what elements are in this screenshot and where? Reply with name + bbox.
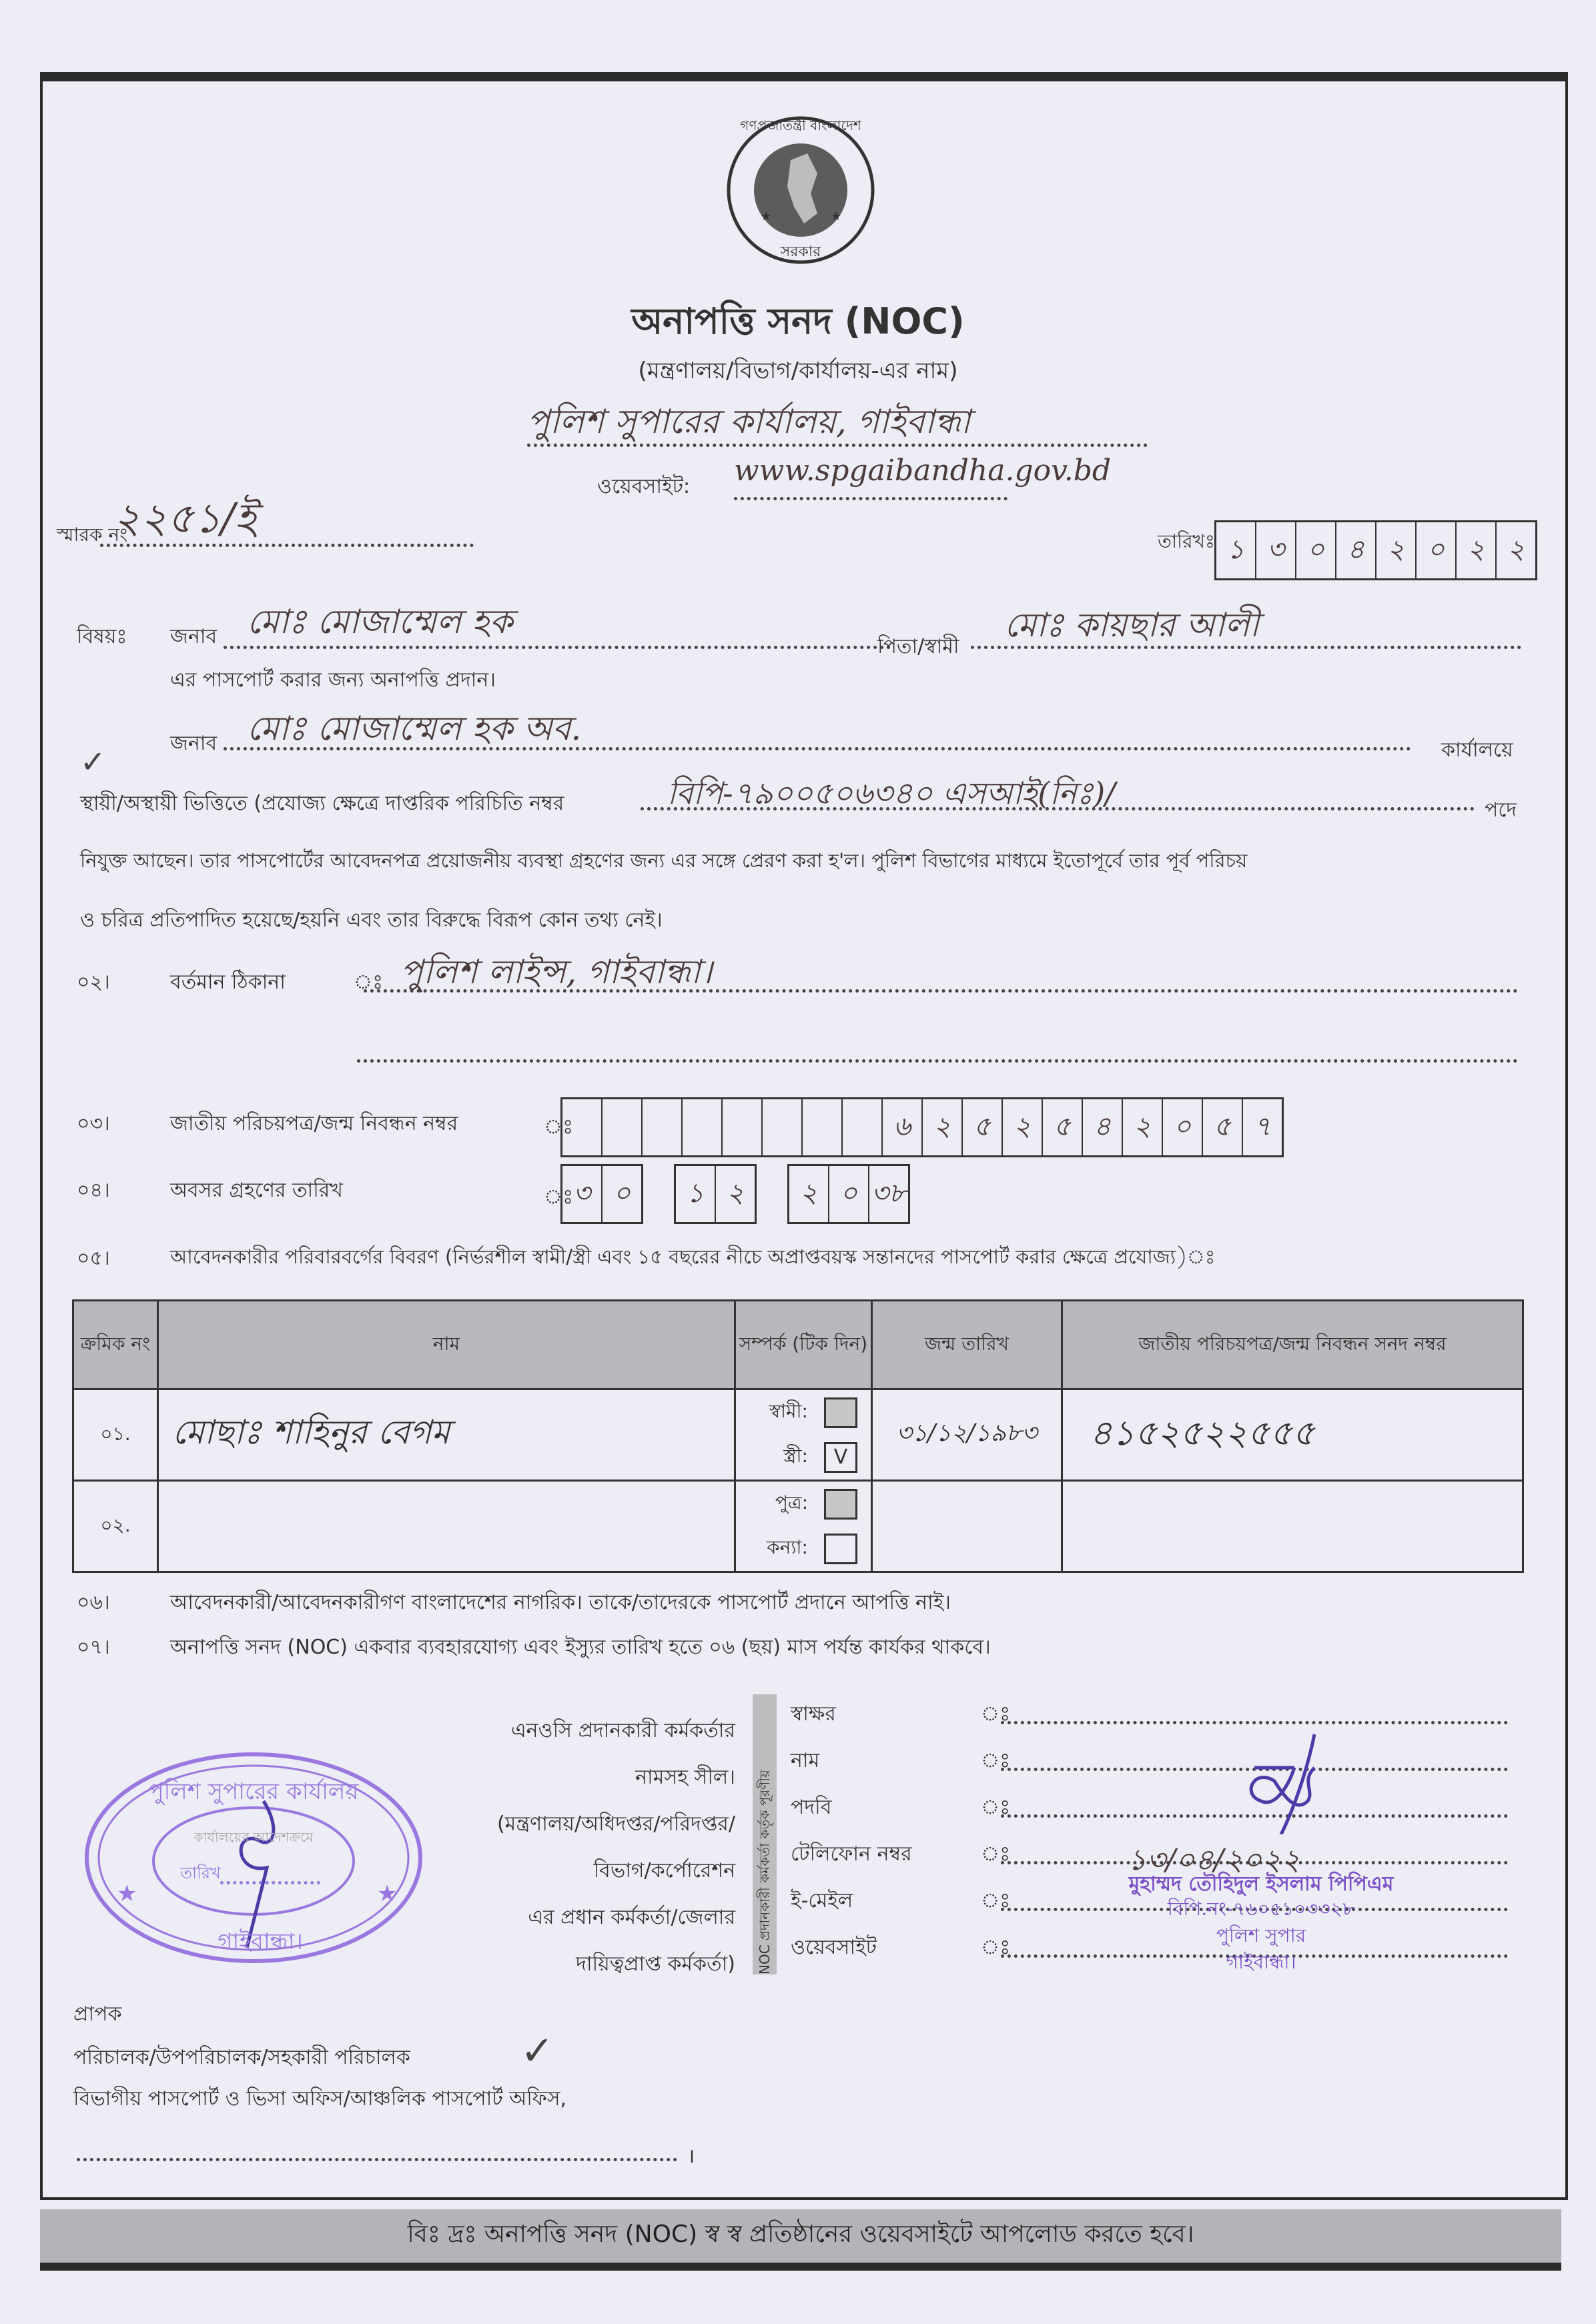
stamp-bp-number: বিপি.নং-৭৬০৫১০৩৩২৮ (1167, 1898, 1355, 1920)
officer-signature (1214, 1728, 1348, 1837)
seal-date-label: তারিখ (180, 1864, 221, 1882)
date-boxes (1214, 520, 1537, 580)
official-id: বিপি-৭৯০০৫০৬৩৪০ এসআই(নিঃ)/ (667, 775, 1116, 811)
svg-text:★: ★ (761, 209, 772, 223)
digit-box[interactable]: ৫ (963, 1099, 1003, 1155)
digit-box[interactable]: ৫ (1203, 1099, 1243, 1155)
header-nid: জাতীয় পরিচয়পত্র/জন্ম নিবন্ধন সনদ নম্বর (1062, 1301, 1523, 1389)
item-06-label: আবেদনকারী/আবেদনকারীগণ বাংলাদেশের নাগরিক। তাকে/তাদেরকে পাসপোর্ট প্রদানে আপত্তি নাই। (170, 1591, 951, 1614)
officer-field-label: স্বাক্ষর (791, 1702, 836, 1726)
vertical-band-text: NOC প্রদানকারী কর্মকর্তা কর্তৃক পূরণীয় (757, 1770, 773, 1974)
row-serial: ০২. (73, 1481, 158, 1572)
seal-bottom-text: গাইবান্ধা। (218, 1928, 303, 1955)
digit-box[interactable]: ৫ (1043, 1099, 1083, 1155)
office-name-underline (527, 444, 1148, 447)
date-label: তারিখঃ (1158, 530, 1215, 552)
office-name: পুলিশ সুপারের কার্যালয়, গাইবান্ধা (527, 402, 971, 441)
digit-box[interactable] (723, 1099, 763, 1155)
svg-text:★: ★ (117, 1880, 137, 1907)
officer-vertical-band (753, 1694, 777, 1974)
officer-field-colon: ঃ (981, 1749, 1011, 1772)
relation-option[interactable] (736, 1435, 871, 1480)
stamp-designation: পুলিশ সুপার (1216, 1924, 1306, 1946)
row-dob: ৩১/১২/১৯৮৩ (872, 1389, 1062, 1481)
officer-field-label: ওয়েবসাইট (791, 1936, 877, 1959)
digit-box[interactable]: ১ (1216, 522, 1256, 578)
relation-label: স্ত্রী: (783, 1445, 808, 1467)
post-suffix: পদে (1485, 798, 1517, 822)
recipient-line1: পরিচালক/উপপরিচালক/সহকারী পরিচালক (73, 2046, 410, 2069)
digit-box[interactable]: ২ (923, 1099, 963, 1155)
website-label: ওয়েবসাইট: (597, 475, 691, 498)
officer-block-line: এনওসি প্রদানকারী কর্মকর্তার (510, 1719, 735, 1742)
stamp-name: মুহাম্মদ তৌহিদুল ইসলাম পিপিএম (1128, 1872, 1394, 1896)
relation-option[interactable] (736, 1482, 871, 1526)
present-address: পুলিশ লাইন্স, গাইবান্ধা। (400, 953, 713, 991)
seal-inner-text: কার্যালয়ের আদেশক্রমে (193, 1829, 314, 1845)
retire-year-boxes (787, 1164, 910, 1224)
body-mr-label: জনাব (170, 732, 218, 755)
retire-day-boxes (560, 1164, 643, 1224)
father-label: পিতা/স্বামী (877, 635, 959, 658)
website-underline (734, 497, 1008, 500)
body-applicant-name: মোঃ মোজাম্মেল হক অব. (247, 709, 582, 748)
item-07-label: অনাপত্তি সনদ (NOC) একবার ব্যবহারযোগ্য এবং ইস্যুর তারিখ হতে ০৬ (ছয়) মাস পর্যন্ত কার্যকর থাকবে। (170, 1636, 991, 1659)
website-value: www.spgaibandha.gov.bd (734, 454, 1112, 488)
digit-box[interactable] (803, 1099, 843, 1155)
officer-field-label: নাম (791, 1749, 820, 1772)
digit-box[interactable]: ১ (676, 1166, 716, 1222)
relation-checkbox-checked[interactable]: V (824, 1442, 857, 1473)
digit-box[interactable] (843, 1099, 883, 1155)
officer-block-line: বিভাগ/কর্পোরেশন (593, 1859, 735, 1882)
retire-month-boxes (674, 1164, 757, 1224)
officer-block-line: এর প্রধান কর্মকর্তা/জেলার (528, 1906, 735, 1929)
header-serial: ক্রমিক নং (73, 1301, 158, 1389)
applicant-name: মোঃ মোজাম্মেল হক (247, 602, 513, 641)
relation-option[interactable] (736, 1390, 871, 1435)
officer-field-label: পদবি (791, 1796, 832, 1819)
digit-box[interactable]: ৩ (562, 1166, 603, 1222)
address-underline-2 (357, 1059, 1518, 1063)
digit-box[interactable]: ০ (613, 1177, 631, 1209)
item-03-number: ০৩। (77, 1112, 110, 1135)
basis-text: স্থায়ী/অস্থায়ী ভিত্তিতে (প্রযোজ্য ক্ষেত্রে দাপ্তরিক পরিচিতি নম্বর (80, 792, 564, 815)
digit-box[interactable]: ৩ (1256, 522, 1296, 578)
officer-field-colon: ঃ (981, 1702, 1011, 1726)
digit-box[interactable] (763, 1099, 803, 1155)
row-relation (735, 1481, 872, 1572)
subject-mr-label: জনাব (170, 625, 218, 648)
digit-box[interactable]: ০ (1417, 522, 1457, 578)
table-row (73, 1389, 1523, 1481)
nid-boxes (560, 1097, 1284, 1157)
header-dob: জন্ম তারিখ (872, 1301, 1062, 1389)
officer-field-colon: ঃ (981, 1842, 1011, 1866)
officer-field-label: টেলিফোন নম্বর (791, 1842, 912, 1866)
office-suffix: কার্যালয়ে (1441, 738, 1513, 762)
header-name: নাম (158, 1301, 735, 1389)
row-name[interactable] (158, 1481, 735, 1572)
recipient-line2: বিভাগীয় পাসপোর্ট ও ভিসা অফিস/আঞ্চলিক পাসপোর্ট অফিস, (73, 2087, 567, 2111)
check-mark-icon: ✓ (80, 744, 106, 780)
recipient-check-mark-icon: ✓ (520, 2028, 554, 2075)
office-seal (80, 1748, 427, 1968)
digit-box[interactable]: ২ (726, 1177, 744, 1209)
digit-box[interactable]: ২ (1003, 1099, 1043, 1155)
officer-block-line: (মন্ত্রণালয়/অধিদপ্তর/পরিদপ্তর/ (496, 1812, 735, 1836)
seal-date-underline (220, 1881, 320, 1884)
digit-box[interactable]: ০ (829, 1166, 869, 1222)
digit-box[interactable]: ০ (1163, 1099, 1203, 1155)
official-id-underline (641, 807, 1475, 810)
digit-box[interactable]: ২ (1507, 534, 1525, 565)
sign-date: ১৩/০৪/২০২২ (1128, 1843, 1300, 1877)
svg-text:★: ★ (377, 1880, 398, 1907)
digit-box[interactable]: ৬ (883, 1099, 923, 1155)
row-nid[interactable] (1062, 1481, 1523, 1572)
recipient-end-mark: । (687, 2145, 695, 2168)
memo-label: স্মারক নং (57, 524, 128, 546)
header-relation: সম্পর্ক (টিক দিন) (735, 1301, 872, 1389)
row-name: মোছাঃ শাহিনুর বেগম (158, 1389, 735, 1481)
father-name: মোঃ কায়ছার আলী (1004, 606, 1260, 644)
item-02-number: ০২। (77, 971, 110, 994)
digit-box[interactable]: ৪ (1083, 1099, 1123, 1155)
item-04-colon: ঃ (544, 1185, 574, 1209)
relation-checkbox[interactable] (824, 1397, 857, 1428)
officer-field-input[interactable] (1001, 1721, 1508, 1724)
family-table-header (73, 1301, 1523, 1389)
recipient-label: প্রাপক (73, 2002, 122, 2026)
table-row (73, 1481, 1523, 1572)
row-nid: ৪১৫২৫২২৫৫৫ (1062, 1389, 1523, 1481)
emblem-bottom-text: সরকার (780, 243, 821, 260)
stamp-district: গাইবান্ধা। (1226, 1951, 1296, 1973)
digit-box[interactable]: ০ (1296, 522, 1336, 578)
item-03-colon: ঃ (544, 1115, 574, 1139)
government-emblem (724, 113, 877, 267)
officer-field-colon: ঃ (981, 1936, 1011, 1959)
row-serial: ০১. (73, 1389, 158, 1481)
officer-block-line: দায়িত্বপ্রাপ্ত কর্মকর্তা) (576, 1952, 735, 1976)
relation-checkbox[interactable] (824, 1489, 857, 1520)
recipient-underline (77, 2158, 677, 2161)
digit-box[interactable] (643, 1099, 683, 1155)
item-04-number: ০৪। (77, 1179, 110, 1202)
row-relation (735, 1389, 872, 1481)
digit-box[interactable]: ৪ (1336, 522, 1376, 578)
page-title: অনাপত্তি সনদ (NOC) (631, 300, 965, 342)
svg-text:★: ★ (831, 209, 842, 223)
item-03-label: জাতীয় পরিচয়পত্র/জন্ম নিবন্ধন নম্বর (170, 1112, 458, 1135)
footer-note-banner (40, 2209, 1561, 2271)
body-paragraph-line1: নিযুক্ত আছেন। তার পাসপোর্টের আবেদনপত্র প্রয়োজনীয় ব্যবস্থা গ্রহণের জন্য এর সঙ্গে প্রেরণ করা হ'ল। পুলিশ বিভাগের মাধ্যমে ইতোপূর্বে তার পূর্ব পরিচয় (80, 849, 1248, 872)
digit-box[interactable] (562, 1099, 603, 1155)
item-04-label: অবসর গ্রহণের তারিখ (170, 1179, 343, 1202)
relation-label: কন্যা: (767, 1536, 808, 1558)
relation-label: পুত্র: (775, 1492, 808, 1514)
subject-purpose: এর পাসপোর্ট করার জন্য অনাপত্তি প্রদান। (170, 668, 496, 692)
memo-number: ২২৫১/ই (113, 494, 257, 542)
relation-option[interactable] (736, 1526, 871, 1571)
digit-box[interactable] (683, 1099, 723, 1155)
digit-box[interactable]: ২ (1123, 1099, 1163, 1155)
seal-top-text: পুলিশ সুপারের কার্যালয় (148, 1778, 359, 1805)
footer-note: বিঃ দ্রঃ অনাপত্তি সনদ (NOC) স্ব স্ব প্রতিষ্ঠানের ওয়েবসাইটে আপলোড করতে হবে। (407, 2221, 1194, 2248)
digit-box[interactable]: ২ (1457, 522, 1497, 578)
relation-checkbox[interactable] (824, 1534, 857, 1564)
father-underline (971, 646, 1521, 649)
item-07-number: ০৭। (77, 1636, 110, 1659)
digit-box[interactable]: ২ (1376, 522, 1417, 578)
digit-box[interactable]: ২ (789, 1166, 829, 1222)
item-05-label: আবেদনকারীর পরিবারবর্গের বিবরণ (নির্ভরশীল স্বামী/স্ত্রী এবং ১৫ বছরের নীচে অপ্রাপ্তবয়স্ক সন্তানদের পাসপোর্ট করার ক্ষেত্রে প্রযোজ্য)ঃ (170, 1245, 1216, 1268)
body-name-underline (224, 747, 1411, 750)
memo-underline (100, 544, 474, 547)
item-06-number: ০৬। (77, 1591, 110, 1614)
officer-field-colon: ঃ (981, 1796, 1011, 1819)
item-05-number: ০৫। (77, 1247, 110, 1270)
emblem-ring-text: গণপ্রজাতন্ত্রী বাংলাদেশ (740, 117, 861, 133)
page-subtitle: (মন্ত্রণালয়/বিভাগ/কার্যালয়-এর নাম) (638, 358, 958, 384)
digit-box[interactable]: ৩৮ (871, 1177, 906, 1209)
digit-box[interactable]: ৭ (1253, 1111, 1271, 1142)
body-paragraph-line2: ও চরিত্র প্রতিপাদিত হয়েছে/হয়নি এবং তার বিরুদ্ধে বিরূপ কোন তথ্য নেই। (80, 909, 663, 932)
family-table (72, 1299, 1524, 1573)
row-dob[interactable] (872, 1481, 1062, 1572)
relation-label: স্বামী: (769, 1400, 808, 1422)
item-02-label: বর্তমান ঠিকানা (170, 971, 286, 994)
officer-block-line: নামসহ সীল। (635, 1766, 735, 1789)
applicant-name-underline (224, 646, 891, 649)
address-underline-1 (364, 989, 1518, 993)
officer-field-label: ই-মেইল (791, 1889, 853, 1912)
officer-field-colon: ঃ (981, 1889, 1011, 1912)
digit-box[interactable] (603, 1099, 643, 1155)
item-02-colon: ঃ (354, 971, 384, 994)
subject-label: বিষয়ঃ (77, 625, 127, 648)
